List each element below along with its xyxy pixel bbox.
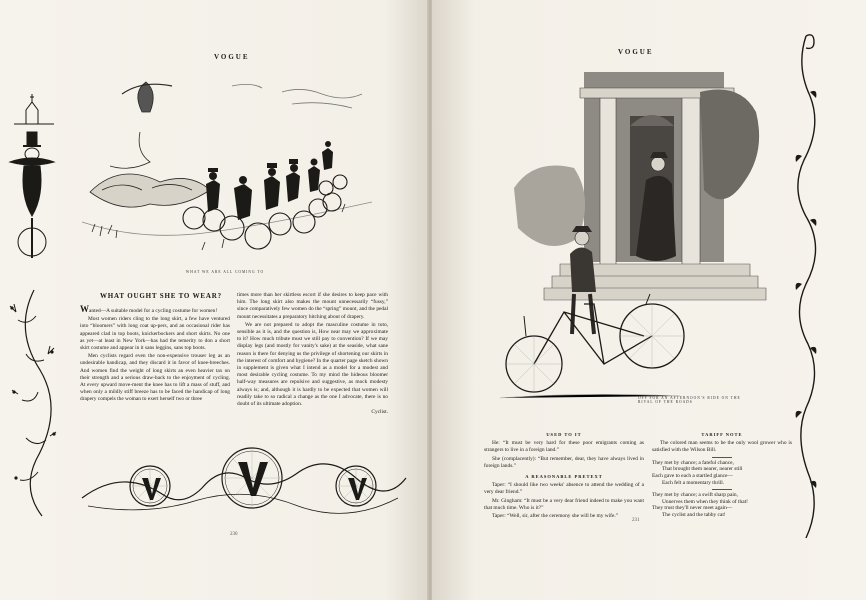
left-page bbox=[0, 0, 428, 600]
poem-line: They met by chance; a swift sharp pain, bbox=[652, 491, 738, 498]
running-head-right: VOGUE bbox=[618, 48, 654, 56]
article-signature: Cyclist. bbox=[371, 409, 388, 416]
tariff-intro: The colored man seems to be the only wool grower who is satisfied with the Wilson Bill. bbox=[652, 440, 792, 454]
speaker: Taper: bbox=[492, 482, 506, 489]
poem-line: Each gave to each a startled glance— bbox=[652, 473, 733, 480]
poem-line: Each felt a momentary thrill. bbox=[662, 480, 725, 486]
dialogue-line bbox=[484, 498, 644, 512]
wheel-flourish-ornament bbox=[78, 442, 408, 524]
article-title: WHAT OUGHT SHE TO WEAR? bbox=[100, 292, 222, 300]
article-paragraph: Most women riders cling to the long skirt, a few have ventured into “bloomers” with long coat up-pers, and an occasional rider has appeared clad in top boots, knickerbockers and short skirts. No one as yet—at least in New York—has had the temerity to don a short skirt costume and appear in it sans leggins, sans top boots. bbox=[80, 316, 230, 352]
article-column-1 bbox=[80, 306, 230, 405]
article-paragraph: Men cyclists regard even the non-expensive trouser leg as an undesirable handicap, and they discard it in favor of knee-breeches. And women find the weight of long skirts an even heavier tax on their strength and a serious draw-back to the enjoyment of cycling. At every upward move-ment the knee has to lift a mass of stuff, and when only a mildly stiff breeze has to be faced the handicap of long drapery compels the woman to exert herself two or three bbox=[80, 353, 230, 403]
dialogue-line bbox=[484, 513, 644, 520]
page-number-right: 231 bbox=[632, 518, 640, 523]
dialogue-line bbox=[484, 440, 644, 454]
cyclists-illustration bbox=[82, 72, 372, 268]
speaker: He: bbox=[492, 440, 500, 447]
dialogue-line bbox=[484, 482, 644, 496]
right-page bbox=[432, 0, 866, 600]
margin-vine-ornament bbox=[792, 32, 820, 562]
speaker: Taper: bbox=[492, 513, 506, 520]
poem-line: That brought them nearer, nearer still bbox=[662, 466, 743, 473]
poem-line: Unnerves them when they think of that! bbox=[662, 498, 748, 505]
article-paragraph: times more than her skirtless escort if she desires to keep pace with him. The long skirt also makes the mount unnecessarily “fussy,” since comparatively few women do the “spring” mount, and the pedal mount necessitates a preparatory hitching about of drapery. bbox=[237, 292, 388, 320]
speaker: She (complacently): bbox=[492, 455, 537, 462]
section-heading: A REASONABLE PRETEXT bbox=[525, 474, 603, 480]
dialogue-line bbox=[484, 456, 644, 470]
dialogue-text: “I should like two weeks' absence to attend the wedding of a very dear friend.” bbox=[484, 482, 644, 496]
article-paragraph: We are not prepared to adopt the masculine costume in toto, sensible as it is, and the question is, How near may we approximate to it? How much tribute must we still pay to convention? If we may display legs (and mostly for vanity's sake) at the seaside, what sane reason is there for denying us the privilege of shortening our skirts in the interest of comfort and hygiene? In the quarter page sketch shown in supplement is given what I intend as a model for a modest and most desirable cycling costume. To my mind the hideous bloomer half-way measures are repulsive and suggestive, as mock modesty always is; and, although it is hardly to be expected that women will readily take to so radical a change as the one I advocate, there is no doubt of its ultimate adoption. bbox=[237, 321, 388, 408]
illustration-caption-left: WHAT WE ARE ALL COMING TO bbox=[185, 270, 265, 274]
section-heading: USED TO IT bbox=[546, 432, 582, 437]
dialogue-text: “It must be very hard for these poor emigrants coming as strangers to live in a foreign land.” bbox=[484, 440, 644, 454]
jokes-column bbox=[484, 428, 644, 521]
margin-cyclist-decoration bbox=[4, 80, 64, 520]
poem bbox=[652, 460, 792, 519]
poem-line: The cyclist and the tabby cat! bbox=[662, 512, 726, 519]
tariff-note-column bbox=[652, 428, 792, 519]
poem-line: They met by chance; a fateful chance, bbox=[652, 459, 734, 466]
article-column-2 bbox=[237, 292, 388, 416]
dialogue-text: “Well, sir, after the ceremony she will be my wife.” bbox=[507, 513, 619, 520]
speaker: Mr. Gingham: bbox=[492, 497, 523, 504]
dialogue-text: “It must be a very dear friend indeed to make you want that much time. Who is it?” bbox=[484, 497, 645, 511]
article-paragraph: anted—A suitable model for a cycling costume for women! bbox=[89, 308, 218, 314]
poem-line: They trust they'll never meet again— bbox=[652, 505, 733, 512]
doorway-bicycles-illustration bbox=[500, 68, 770, 408]
divider bbox=[712, 457, 732, 458]
illustration-caption-right: OFF FOR AN AFTERNOON'S RIDE ON THE RIVAL OF THE ROADS bbox=[638, 396, 741, 404]
dropcap: W bbox=[80, 304, 89, 314]
running-head-left: VOGUE bbox=[214, 53, 250, 61]
divider bbox=[712, 489, 732, 490]
section-heading: TARIFF NOTE bbox=[701, 432, 743, 437]
page-number-left: 230 bbox=[230, 532, 238, 537]
dialogue-text: “But remember, dear, they have always lived in foreign lands.” bbox=[484, 455, 645, 469]
